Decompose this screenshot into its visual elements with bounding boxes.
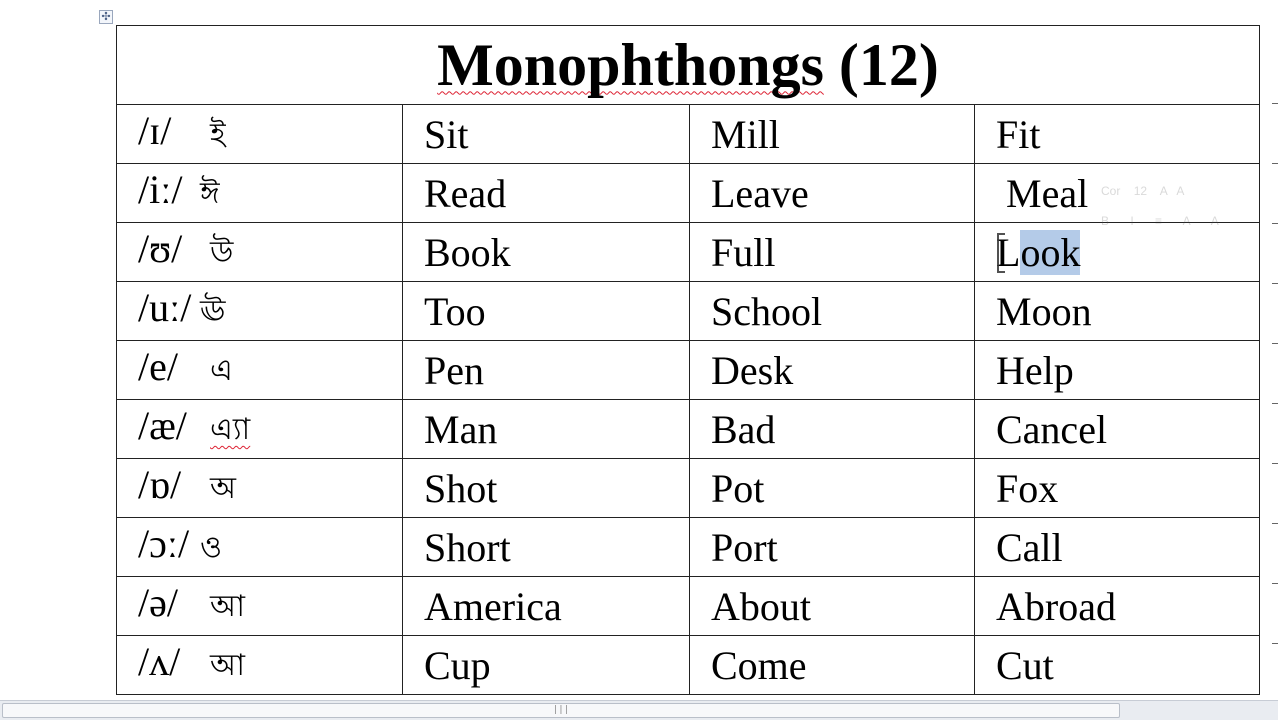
table-row — [117, 164, 1260, 223]
example-word-cell[interactable]: Sit — [403, 105, 690, 164]
horizontal-scrollbar[interactable] — [0, 700, 1278, 720]
example-word-cell[interactable]: Book — [403, 223, 690, 282]
right-page-ruler — [1270, 0, 1278, 700]
example-word-cell[interactable]: Too — [403, 282, 690, 341]
table-row — [117, 459, 1260, 518]
bengali-letter: অ — [210, 471, 236, 506]
scroll-grip-icon: ||| — [552, 705, 570, 715]
bengali-letter: ই — [210, 117, 226, 152]
example-word-cell[interactable]: Leave — [690, 164, 975, 223]
example-word-cell[interactable]: Meal — [975, 164, 1260, 223]
example-word-cell[interactable]: America — [403, 577, 690, 636]
ipa-symbol: /æ/ — [138, 403, 187, 448]
example-word-cell[interactable]: Come — [690, 636, 975, 695]
font-size-box[interactable]: 12 — [1133, 184, 1148, 198]
table-row — [117, 636, 1260, 695]
ipa-symbol: /ʊ/ — [138, 226, 183, 271]
ipa-cell[interactable] — [117, 341, 403, 400]
example-word-cell[interactable]: Abroad — [975, 577, 1260, 636]
format-buttons[interactable]: B I ≡ A A — [1101, 214, 1228, 228]
title-count: (12) — [823, 31, 939, 98]
word-first-letter: L — [996, 229, 1021, 275]
example-word-cell[interactable]: Man — [403, 400, 690, 459]
ipa-cell[interactable] — [117, 400, 403, 459]
bengali-letter: আ — [210, 648, 245, 683]
ipa-symbol: /e/ — [138, 344, 178, 389]
example-word-cell[interactable]: Desk — [690, 341, 975, 400]
example-word-cell[interactable]: Pot — [690, 459, 975, 518]
table-row — [117, 105, 1260, 164]
ipa-symbol: /ɪ/ — [138, 108, 172, 153]
bengali-letter: এ্যা — [210, 412, 251, 447]
table-row — [117, 341, 1260, 400]
example-word-cell[interactable]: Full — [690, 223, 975, 282]
example-word-cell[interactable]: School — [690, 282, 975, 341]
ipa-cell[interactable] — [117, 518, 403, 577]
example-word-cell[interactable]: Help — [975, 341, 1260, 400]
selected-text: ook — [1020, 229, 1081, 275]
monophthongs-table — [116, 25, 1260, 695]
example-word-cell[interactable]: Cup — [403, 636, 690, 695]
text-cursor-icon — [997, 233, 1005, 273]
example-word-cell[interactable]: Read — [403, 164, 690, 223]
example-word-cell[interactable]: Fit — [975, 105, 1260, 164]
bengali-letter: ঊ — [200, 294, 226, 329]
table-move-handle-icon[interactable]: ✣ — [99, 10, 113, 24]
table-row — [117, 223, 1260, 282]
table-row — [117, 282, 1260, 341]
bengali-letter: ও — [200, 530, 223, 565]
example-word-cell[interactable]: Port — [690, 518, 975, 577]
ipa-cell[interactable] — [117, 636, 403, 695]
ipa-cell[interactable] — [117, 459, 403, 518]
example-word-cell[interactable]: About — [690, 577, 975, 636]
bengali-letter: আ — [210, 589, 245, 624]
ipa-cell[interactable] — [117, 282, 403, 341]
example-word-cell[interactable]: Mill — [690, 105, 975, 164]
bengali-letter: উ — [210, 235, 234, 270]
shrink-font-button[interactable]: A — [1176, 184, 1185, 198]
table-title-cell[interactable] — [117, 26, 1260, 105]
example-word-cell[interactable]: Bad — [690, 400, 975, 459]
example-word-cell[interactable]: Pen — [403, 341, 690, 400]
ipa-symbol: /ɔː/ — [138, 521, 190, 566]
table-row — [117, 518, 1260, 577]
table-title-row — [117, 26, 1260, 105]
ipa-cell[interactable] — [117, 223, 403, 282]
ipa-symbol: /iː/ — [138, 167, 183, 212]
mini-toolbar-font-row — [1101, 184, 1184, 198]
font-name-box[interactable]: Cor — [1101, 184, 1121, 198]
example-word-cell[interactable]: Shot — [403, 459, 690, 518]
example-word-cell[interactable]: Moon — [975, 282, 1260, 341]
example-word-cell[interactable]: Cut — [975, 636, 1260, 695]
table-row — [117, 400, 1260, 459]
ipa-symbol: /uː/ — [138, 285, 192, 330]
scrollbar-thumb[interactable] — [2, 703, 1120, 718]
ipa-symbol: /ʌ/ — [138, 639, 181, 684]
example-word-cell[interactable]: Fox — [975, 459, 1260, 518]
title-word: Monophthongs — [437, 31, 824, 98]
ipa-cell[interactable] — [117, 164, 403, 223]
ipa-symbol: /ɒ/ — [138, 462, 182, 507]
grow-font-button[interactable]: A — [1159, 184, 1168, 198]
table-row — [117, 577, 1260, 636]
floating-mini-toolbar[interactable] — [1095, 180, 1278, 240]
ipa-cell[interactable] — [117, 105, 403, 164]
bengali-letter: এ — [210, 353, 233, 388]
example-word-cell[interactable]: Short — [403, 518, 690, 577]
ipa-symbol: /ə/ — [138, 580, 178, 625]
example-word-cell[interactable]: Call — [975, 518, 1260, 577]
example-word-cell[interactable]: Cancel — [975, 400, 1260, 459]
bengali-letter: ঈ — [200, 176, 220, 211]
ipa-cell[interactable] — [117, 577, 403, 636]
